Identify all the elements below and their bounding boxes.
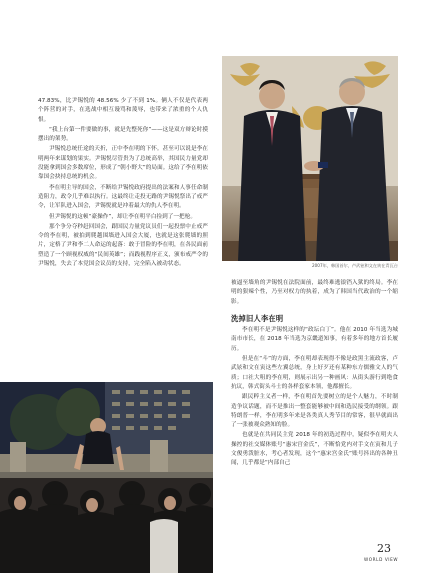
fence-climbing-photo	[0, 382, 213, 573]
paragraph: 但是在“斗”的方面，李在明却表现得不像是政黑主流政客，卢武铉和文在寅这些左翼总统，身上好歹还有某种东方儒雅文人的气质；口社大咀的李在明，则展示出另一种画风：从街头游行到绝食抗议，韩式街头斗士的各样套家本领，他都擅长。	[231, 356, 398, 390]
paragraph: 被逼至墙角的尹锡悦在法院面前，最终难逃锒铛入狱的终局。李在明的狠辣个性，乃至对权力的执着，成为了韩国当代政治的一个缩影。	[231, 280, 398, 305]
left-text-column	[38, 97, 208, 270]
paragraph: 47.83%，比尹锡悦的 48.56% 少了不到 1%。俩人不仅是代表两个阵营的对手，在选战中相互谩骂和蔑辱，也带来了浓重的个人仇恨。	[38, 98, 208, 123]
handshake-photo	[222, 56, 398, 261]
paragraph: 李在明不是尹锡悦这样的“政坛白丁”。他在 2010 年当选为城南市市长，在 2018 年当选为京畿道知事，有着多年的地方首长履历。	[231, 327, 398, 352]
section-subhead: 洗掉旧人李在明	[231, 313, 284, 323]
paragraph: 尹锡悦总统任途的天折，正中李在明的下怀。甚至可以说是李在明两年来谋划的果实。尹锡悦尽管贵为了总统高举，其国民力量党却没能拿到国会多数席位，形成了“朝小野大”的局面。这给了李在明依靠国会抉持总统的机会。	[38, 146, 208, 181]
paragraph: 也就是在共同民主党 2018 年的初选过程中，疑似李在明夫人操控的社交媒体账号“惠宋宫金氏”，不断恰党内对手文在寅和儿子文俊勇泼脏水，考心者发现，这个“惠宋宫金氏”账号抖出的各种丑闻，几乎都是“内部自己	[231, 432, 398, 467]
paragraph: 跟民粹主义者一样，李在明首先要树立的是个人魅力，不时制造争议话题，而不是推出一整套能够被中间和选民接受的纲领。跟特朗普一样，李在明多年来是各类真人秀节目的常客，很早就面出了一张被观众熟知的脸。	[231, 394, 398, 429]
paragraph: 但尹锡悦的这顿“豪操作”，却让李在明平白捡到了一把枪。	[49, 213, 196, 220]
magazine-name: WORLD VIEW	[364, 557, 399, 562]
fence-climbing-photo-illustration	[0, 382, 213, 573]
paragraph: 那个争分夺秒赶回国会，跟国民力量党议员们一起投票中止戒严令的李在明，被拍到爬越围墙进入国会大厦，也就是这张爬墙的照片，定格了尹和李二人命运的起落：敢于冒险的李在明，在各民面前塑造了一个顾视权威的“民间英雄”；而践视程序正义，颁布戒严令的尹锡悦，失去了本党国会议员的支持，完全陷入被动状态。	[38, 223, 208, 268]
handshake-photo-illustration	[222, 56, 398, 261]
page-number: 23	[377, 542, 391, 555]
right-text-column	[231, 279, 398, 470]
paragraph: “我上台第一件要做的事，就是先整死你”——这是双方辩论时摸摆出的架势。	[38, 126, 208, 143]
photo-caption: 2007年，韩国首尔，卢武铉和文在寅在青瓦台	[311, 263, 398, 268]
paragraph: 李在明主导的国会，不断给尹锡悦政府提出的法案和人事任命制造阻力，政令几乎难以执行。这最终让走投无路的尹锡悦祭出了戒严令，让军队进入国会，尹锡悦就是冲着最大的仇人李在明。	[38, 184, 208, 210]
